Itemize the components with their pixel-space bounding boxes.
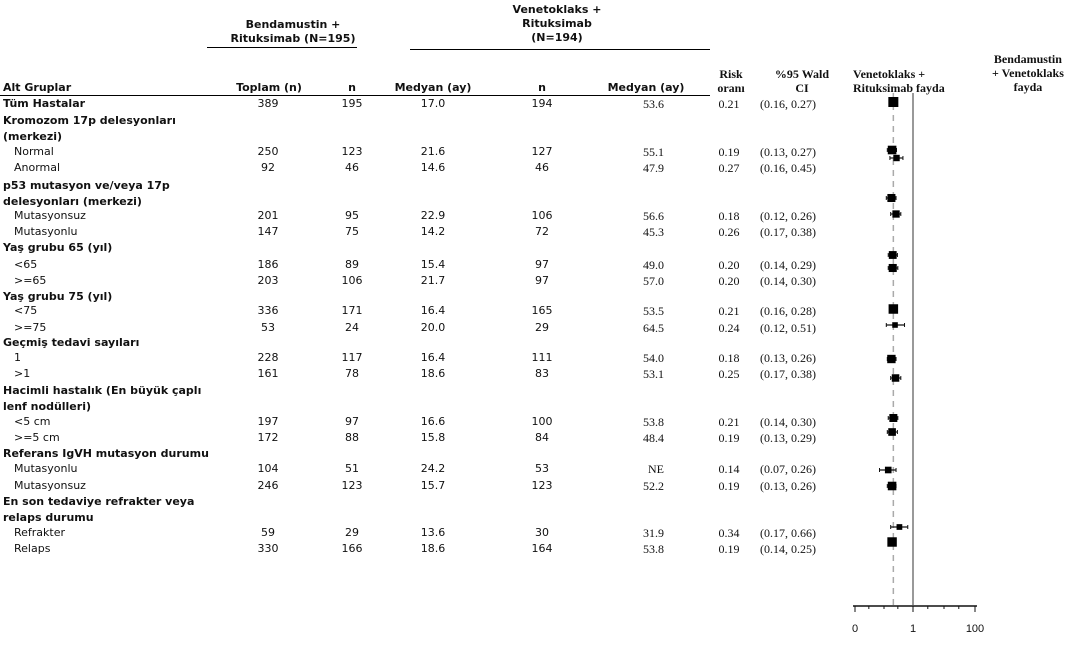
cell-wald-ci: (0.16, 0.28) — [760, 304, 816, 318]
subgroup-heading: Geçmiş tedavi sayıları — [3, 336, 140, 349]
cell-total: 203 — [257, 274, 279, 287]
hazard-ratio-marker — [885, 467, 892, 474]
cell-n-bendamustin: 88 — [345, 431, 359, 444]
cell-median-venetoklaks: 57.0 — [643, 274, 664, 288]
cell-median-bendamustin: 16.4 — [420, 304, 446, 317]
cell-median-venetoklaks: 48.4 — [643, 431, 664, 445]
cell-total: 250 — [257, 145, 279, 158]
cell-wald-ci: (0.14, 0.25) — [760, 542, 816, 556]
cell-hazard-ratio: 0.14 — [718, 462, 740, 476]
cell-n-venetoklaks: 194 — [531, 97, 553, 110]
favors-venetoklaks-label: Venetoklaks + Rituksimab fayda — [853, 67, 945, 95]
hazard-ratio-marker — [887, 194, 895, 202]
cell-wald-ci: (0.13, 0.26) — [760, 351, 816, 365]
hazard-ratio-marker — [892, 322, 898, 328]
cell-n-venetoklaks: 164 — [531, 542, 553, 555]
subgroup-heading: Hacimli hastalık (En büyük çaplı lenf nodülleri) — [3, 384, 202, 413]
cell-hazard-ratio: 0.19 — [718, 542, 740, 556]
cell-median-venetoklaks: 53.8 — [643, 415, 664, 429]
hazard-ratio-marker — [897, 524, 903, 530]
subgroup-label: Anormal — [14, 161, 61, 174]
hazard-ratio-marker — [888, 97, 898, 107]
bendamustin-group-header: Bendamustin + Rituksimab (N=195) — [230, 18, 356, 45]
cell-wald-ci: (0.13, 0.26) — [760, 479, 816, 493]
subgroup-label: >=75 — [14, 321, 47, 334]
cell-median-bendamustin: 21.7 — [420, 274, 446, 287]
cell-n-venetoklaks: 123 — [531, 479, 553, 492]
cell-hazard-ratio: 0.20 — [718, 258, 740, 272]
n-right-header: n — [538, 81, 546, 94]
cell-median-venetoklaks: NE — [648, 462, 664, 476]
cell-wald-ci: (0.13, 0.27) — [760, 145, 816, 159]
hazard-ratio-marker — [889, 414, 897, 422]
hazard-ratio-marker — [888, 428, 896, 436]
subgroup-label: <75 — [14, 304, 38, 317]
cell-n-venetoklaks: 165 — [531, 304, 553, 317]
cell-n-bendamustin: 78 — [345, 367, 359, 380]
cell-hazard-ratio: 0.21 — [718, 415, 740, 429]
hazard-ratio-marker — [893, 155, 899, 161]
cell-hazard-ratio: 0.19 — [718, 145, 740, 159]
cell-hazard-ratio: 0.26 — [718, 225, 740, 239]
cell-median-bendamustin: 17.0 — [420, 97, 446, 110]
subgroup-label: Relaps — [14, 542, 51, 555]
cell-median-bendamustin: 16.4 — [420, 351, 446, 364]
cell-n-bendamustin: 51 — [345, 462, 359, 475]
cell-n-venetoklaks: 97 — [535, 274, 549, 287]
hazard-ratio-marker — [888, 482, 897, 491]
cell-median-venetoklaks: 53.5 — [643, 304, 664, 318]
cell-median-venetoklaks: 49.0 — [643, 258, 664, 272]
cell-median-venetoklaks: 64.5 — [643, 321, 664, 335]
hazard-ratio-marker — [888, 146, 897, 155]
cell-median-bendamustin: 16.6 — [420, 415, 446, 428]
cell-n-bendamustin: 117 — [341, 351, 363, 364]
cell-hazard-ratio: 0.20 — [718, 274, 740, 288]
cell-median-bendamustin: 18.6 — [420, 367, 446, 380]
cell-n-bendamustin: 106 — [341, 274, 363, 287]
subgroup-heading: Yaş grubu 75 (yıl) — [3, 290, 113, 303]
favors-bendamustin-label: Bendamustin + Venetoklaks fayda — [992, 52, 1064, 94]
cell-hazard-ratio: 0.19 — [718, 479, 740, 493]
cell-hazard-ratio: 0.19 — [718, 431, 740, 445]
cell-n-venetoklaks: 127 — [531, 145, 553, 158]
cell-median-bendamustin: 13.6 — [420, 526, 446, 539]
medyan-right-header: Medyan (ay) — [607, 81, 685, 94]
cell-wald-ci: (0.14, 0.30) — [760, 415, 816, 429]
cell-n-bendamustin: 29 — [345, 526, 359, 539]
cell-wald-ci: (0.14, 0.29) — [760, 258, 816, 272]
cell-total: 389 — [257, 97, 279, 110]
risk-orani-header: Risk oranı — [717, 67, 745, 95]
cell-median-bendamustin: 15.4 — [420, 258, 446, 271]
cell-total: 201 — [257, 209, 279, 222]
cell-median-venetoklaks: 31.9 — [643, 526, 664, 540]
cell-median-venetoklaks: 45.3 — [643, 225, 664, 239]
n-left-header: n — [348, 81, 356, 94]
cell-n-bendamustin: 123 — [341, 145, 363, 158]
cell-n-venetoklaks: 83 — [535, 367, 549, 380]
cell-total: 330 — [257, 542, 279, 555]
cell-median-venetoklaks: 54.0 — [643, 351, 664, 365]
cell-wald-ci: (0.07, 0.26) — [760, 462, 816, 476]
cell-n-bendamustin: 89 — [345, 258, 359, 271]
cell-median-bendamustin: 14.2 — [420, 225, 446, 238]
cell-wald-ci: (0.17, 0.66) — [760, 526, 816, 540]
cell-n-bendamustin: 95 — [345, 209, 359, 222]
subgroup-heading: En son tedaviye refrakter veya relaps durumu — [3, 495, 195, 524]
cell-total: 186 — [257, 258, 279, 271]
cell-total: 336 — [257, 304, 279, 317]
cell-hazard-ratio: 0.21 — [718, 304, 740, 318]
cell-median-bendamustin: 18.6 — [420, 542, 446, 555]
subgroup-label: Mutasyonlu — [14, 462, 78, 475]
cell-n-venetoklaks: 46 — [535, 161, 549, 174]
cell-n-bendamustin: 171 — [341, 304, 363, 317]
cell-hazard-ratio: 0.27 — [718, 161, 740, 175]
cell-median-bendamustin: 22.9 — [420, 209, 446, 222]
subgroup-heading: Yaş grubu 65 (yıl) — [3, 241, 113, 254]
subgroup-label: Refrakter — [14, 526, 66, 539]
cell-median-bendamustin: 20.0 — [420, 321, 446, 334]
medyan-left-header: Medyan (ay) — [394, 81, 472, 94]
cell-total: 228 — [257, 351, 279, 364]
subgroup-label: >1 — [14, 367, 31, 380]
cell-n-venetoklaks: 106 — [531, 209, 553, 222]
x-tick-label: 0 — [851, 623, 859, 635]
subgroup-heading: Kromozom 17p delesyonları (merkezi) — [3, 114, 176, 143]
cell-median-venetoklaks: 56.6 — [643, 209, 664, 223]
cell-total: 172 — [257, 431, 279, 444]
cell-n-venetoklaks: 30 — [535, 526, 549, 539]
wald-ci-header: %95 Wald CI — [774, 67, 830, 95]
hazard-ratio-marker — [889, 304, 899, 314]
cell-wald-ci: (0.17, 0.38) — [760, 225, 816, 239]
subgroup-label: Mutasyonsuz — [14, 209, 86, 222]
cell-hazard-ratio: 0.18 — [718, 351, 740, 365]
subgroup-heading: p53 mutasyon ve/veya 17p delesyonları (merkezi) — [3, 179, 170, 208]
toplam-header: Toplam (n) — [236, 81, 302, 94]
cell-median-bendamustin: 15.8 — [420, 431, 446, 444]
subgroup-label: Mutasyonsuz — [14, 479, 86, 492]
cell-hazard-ratio: 0.18 — [718, 209, 740, 223]
cell-n-bendamustin: 46 — [345, 161, 359, 174]
cell-n-venetoklaks: 53 — [535, 462, 549, 475]
cell-hazard-ratio: 0.25 — [718, 367, 740, 381]
cell-hazard-ratio: 0.24 — [718, 321, 740, 335]
cell-median-bendamustin: 21.6 — [420, 145, 446, 158]
cell-median-venetoklaks: 53.6 — [643, 97, 664, 111]
cell-median-venetoklaks: 55.1 — [643, 145, 664, 159]
cell-wald-ci: (0.14, 0.30) — [760, 274, 816, 288]
cell-n-venetoklaks: 111 — [531, 351, 553, 364]
cell-n-bendamustin: 195 — [341, 97, 363, 110]
cell-n-venetoklaks: 97 — [535, 258, 549, 271]
hazard-ratio-marker — [892, 210, 899, 217]
cell-hazard-ratio: 0.34 — [718, 526, 740, 540]
cell-total: 246 — [257, 479, 279, 492]
cell-n-bendamustin: 97 — [345, 415, 359, 428]
cell-n-bendamustin: 24 — [345, 321, 359, 334]
cell-wald-ci: (0.17, 0.38) — [760, 367, 816, 381]
cell-total: 53 — [261, 321, 275, 334]
cell-total: 197 — [257, 415, 279, 428]
cell-total: 92 — [261, 161, 275, 174]
subgroup-heading: Referans IgVH mutasyon durumu — [3, 447, 209, 460]
cell-n-venetoklaks: 72 — [535, 225, 549, 238]
subgroup-label: Normal — [14, 145, 54, 158]
cell-wald-ci: (0.13, 0.29) — [760, 431, 816, 445]
cell-n-bendamustin: 75 — [345, 225, 359, 238]
cell-wald-ci: (0.16, 0.45) — [760, 161, 816, 175]
subgroup-label: Mutasyonlu — [14, 225, 78, 238]
cell-median-bendamustin: 24.2 — [420, 462, 446, 475]
hazard-ratio-marker — [889, 251, 897, 259]
x-tick-label: 100 — [965, 623, 985, 635]
cell-total: 161 — [257, 367, 279, 380]
hazard-ratio-marker — [887, 537, 896, 546]
cell-wald-ci: (0.16, 0.27) — [760, 97, 816, 111]
cell-median-venetoklaks: 52.2 — [643, 479, 664, 493]
subgroup-label: >=5 cm — [14, 431, 60, 444]
cell-total: 59 — [261, 526, 275, 539]
cell-median-bendamustin: 14.6 — [420, 161, 446, 174]
cell-median-venetoklaks: 53.1 — [643, 367, 664, 381]
cell-n-bendamustin: 166 — [341, 542, 363, 555]
cell-hazard-ratio: 0.21 — [718, 97, 740, 111]
subgroup-heading: Tüm Hastalar — [3, 97, 86, 110]
venetoklaks-group-header: Venetoklaks + Rituksimab (N=194) — [512, 3, 602, 44]
cell-wald-ci: (0.12, 0.51) — [760, 321, 816, 335]
hazard-ratio-marker — [889, 264, 897, 272]
alt-gruplar-header: Alt Gruplar — [3, 81, 72, 94]
cell-median-venetoklaks: 53.8 — [643, 542, 664, 556]
cell-total: 104 — [257, 462, 279, 475]
cell-total: 147 — [257, 225, 279, 238]
cell-n-venetoklaks: 100 — [531, 415, 553, 428]
cell-median-bendamustin: 15.7 — [420, 479, 446, 492]
subgroup-label: >=65 — [14, 274, 47, 287]
subgroup-label: <65 — [14, 258, 38, 271]
x-tick-label: 1 — [909, 623, 917, 635]
hazard-ratio-marker — [892, 374, 900, 382]
subgroup-label: 1 — [14, 351, 21, 364]
cell-n-bendamustin: 123 — [341, 479, 363, 492]
hazard-ratio-marker — [887, 355, 895, 363]
subgroup-label: <5 cm — [14, 415, 51, 428]
cell-wald-ci: (0.12, 0.26) — [760, 209, 816, 223]
cell-median-venetoklaks: 47.9 — [643, 161, 664, 175]
cell-n-venetoklaks: 29 — [535, 321, 549, 334]
cell-n-venetoklaks: 84 — [535, 431, 549, 444]
